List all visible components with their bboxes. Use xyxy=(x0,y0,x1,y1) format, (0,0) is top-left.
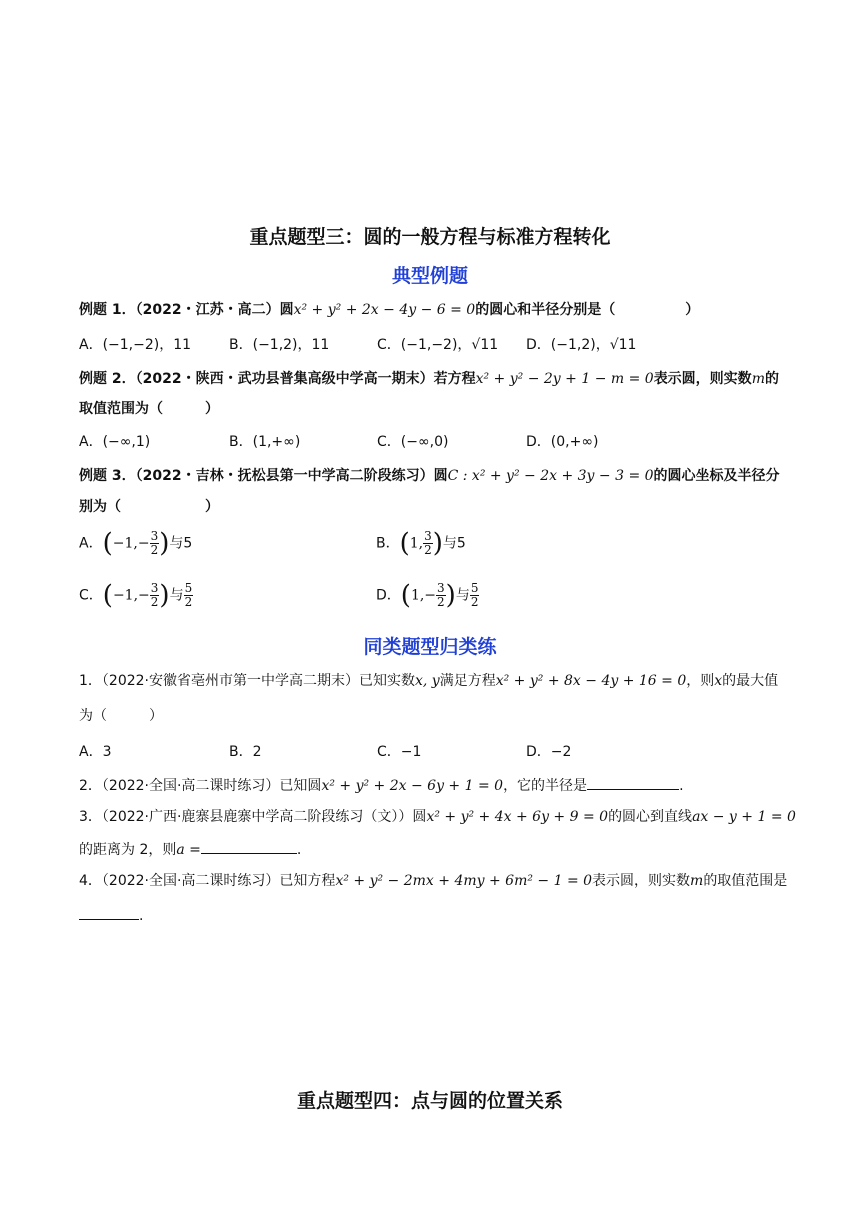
example-1-tail: 的圆心和半径分别是（ ） xyxy=(475,302,700,318)
example-1-equation: x² + y² + 2x − 4y − 6 = 0 xyxy=(293,302,476,318)
example-2-option-b: B．(1,+∞) xyxy=(229,434,301,450)
example-2-option-d: D．(0,+∞) xyxy=(526,434,599,450)
example-2-option-a: A．(−∞,1) xyxy=(79,434,151,450)
practice-1-option-d: D．−2 xyxy=(526,744,572,760)
example-2-equation: x² + y² − 2y + 1 − m = 0 xyxy=(475,371,654,387)
example-3-option-d: D．(1,− $\frac{3}{2}$ )与 $\frac{5}{2}$ xyxy=(376,580,479,611)
practice-1-option-b: B．2 xyxy=(229,744,262,760)
practice-1: 1．（2022·安徽省亳州市第一中学高二期末）已知实数x, y满足方程x² + y² + 8x − 4y + 16 = 0，则x的最大值 xyxy=(79,673,779,689)
example-3-line2: 别为（ ） xyxy=(79,499,219,515)
typical-examples-heading: 典型例题 xyxy=(391,265,468,287)
example-1-option-d: D．(−1,2)，√11 xyxy=(526,337,637,353)
practice-4-line2: . xyxy=(79,904,143,926)
example-2-tail2: 的 xyxy=(764,371,779,387)
practice-1-options xyxy=(79,742,859,762)
example-3-equation: C : x² + y² − 2x + 3y − 3 = 0 xyxy=(447,468,654,484)
practice-1-option-c: C．−1 xyxy=(377,744,422,760)
example-3 xyxy=(79,466,780,486)
example-1-label: 例题 1．（2022・江苏・高二）圆 xyxy=(79,302,294,318)
example-1-option-b: B．(−1,2)，11 xyxy=(229,337,330,353)
example-3-label: 例题 3．（2022・吉林・抚松县第一中学高二阶段练习）圆 xyxy=(79,468,448,484)
example-1 xyxy=(79,300,699,320)
answer-blank[interactable] xyxy=(79,904,139,920)
example-1-options xyxy=(79,335,859,355)
practice-1-option-a: A．3 xyxy=(79,744,112,760)
example-2-label: 例题 2．（2022・陕西・武功县普集高级中学高一期末）若方程 xyxy=(79,371,476,387)
example-2-options xyxy=(79,432,859,452)
example-2-option-c: C．(−∞,0) xyxy=(377,434,449,450)
example-2 xyxy=(79,369,779,389)
practice-4: 4．（2022·全国·高二课时练习）已知方程x² + y² − 2mx + 4my + 6m² − 1 = 0表示圆，则实数m的取值范围是 xyxy=(79,873,788,889)
practice-3: 3．（2022·广西·鹿寨县鹿寨中学高二阶段练习（文））圆x² + y² + 4x + 6y + 9 = 0的圆心到直线ax − y + 1 = 0 xyxy=(79,809,796,825)
example-3-option-b: B．(1, $\frac{3}{2}$ )与5 xyxy=(376,528,466,559)
example-2-line2: 取值范围为（ ） xyxy=(79,401,219,417)
practice-heading: 同类题型归类练 xyxy=(363,636,497,658)
answer-blank[interactable] xyxy=(587,774,679,790)
example-3-option-a: A．(−1,− $\frac{3}{2}$ )与5 xyxy=(79,528,193,559)
practice-1-line2: 为（ ） xyxy=(79,708,163,724)
practice-2: 2．（2022·全国·高二课时练习）已知圆x² + y² + 2x − 6y + 1 = 0，它的半径是 . xyxy=(79,774,684,796)
answer-blank[interactable] xyxy=(201,838,297,854)
example-1-option-c: C．(−1,−2)，√11 xyxy=(377,337,499,353)
practice-3-line2: 的距离为 2，则a = . xyxy=(79,838,301,860)
example-2-tail: 表示圆，则实数 xyxy=(653,371,752,387)
example-3-tail: 的圆心坐标及半径分 xyxy=(653,468,780,484)
example-2-var: m xyxy=(751,371,765,387)
example-1-option-a: A．(−1,−2)，11 xyxy=(79,337,192,353)
section-title-4: 重点题型四：点与圆的位置关系 xyxy=(296,1090,563,1112)
section-title: 重点题型三：圆的一般方程与标准方程转化 xyxy=(249,226,611,248)
example-3-option-c: C．(−1,− $\frac{3}{2}$ )与 $\frac{5}{2}$ xyxy=(79,580,193,611)
